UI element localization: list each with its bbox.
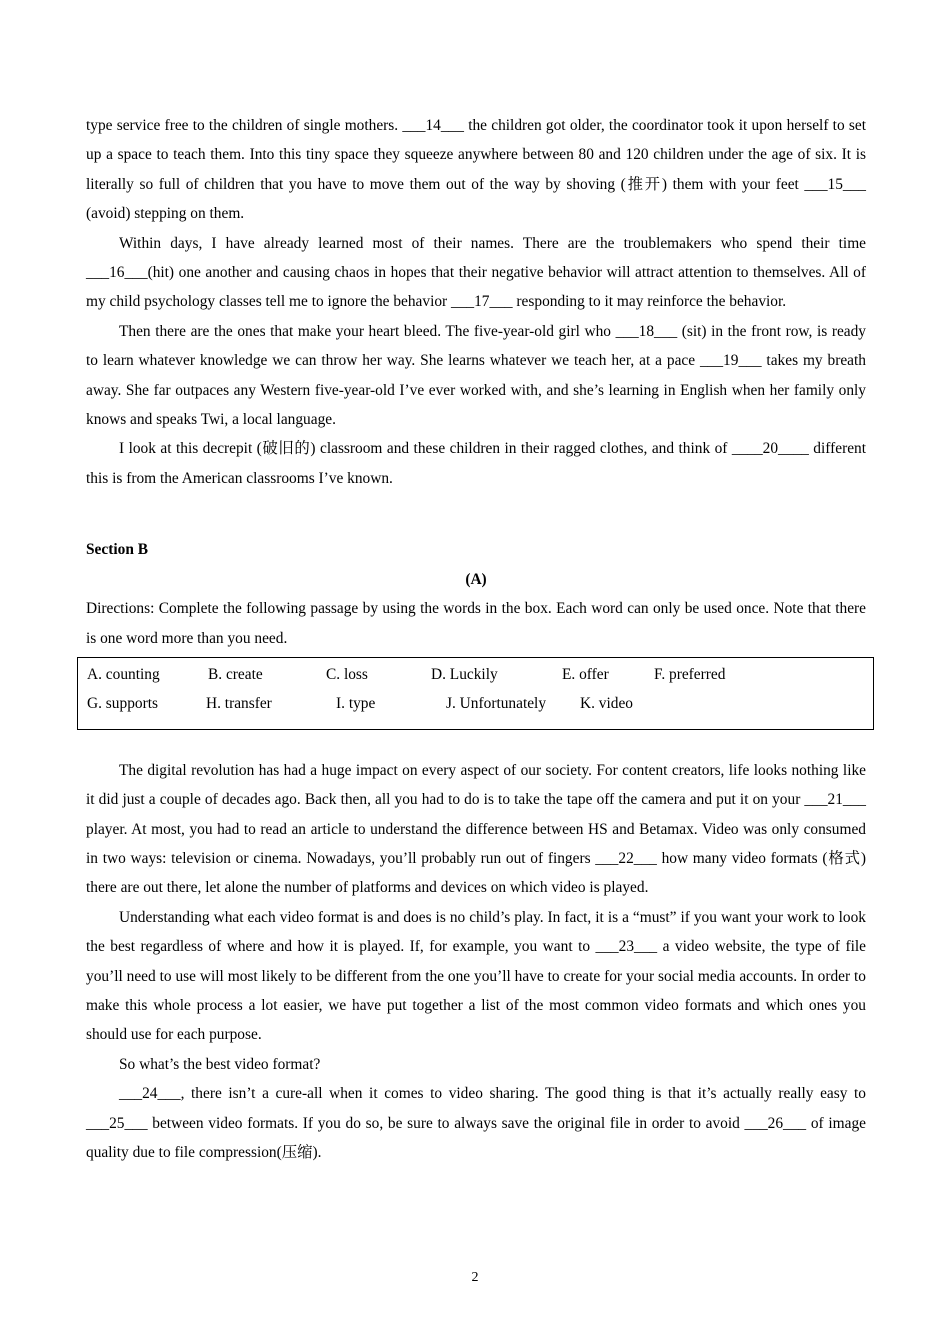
word-option: C. loss [326, 665, 368, 683]
passage-paragraph: type service free to the children of single mothers. ___14___ the children got older, the coordinator took it upon herself to set up a space to teach them. Into this tiny space they squeeze anywhere between 80 and 120 children under the age of six. It is literally so full of children that you have to move them out of the way by shoving (推开) them with your feet ___15___ (avoid) stepping on them. [86, 117, 866, 223]
passage-paragraph: I look at this decrepit (破旧的) classroom and these children in their ragged clothes, and think of ____20____ different this is from the American classrooms I’ve known. [86, 440, 866, 487]
page-number: 2 [471, 1270, 479, 1285]
page-content [86, 111, 866, 1167]
passage-paragraph: So what’s the best video format? [119, 1055, 321, 1073]
word-box-row [87, 660, 873, 689]
word-box-row [87, 689, 873, 718]
word-box [77, 657, 874, 730]
word-option: A. counting [87, 665, 160, 683]
part-label: (A) [465, 570, 487, 588]
word-option: B. create [208, 665, 263, 683]
passage-paragraph: Within days, I have already learned most of their names. There are the troublemakers who spend their time ___16___(hit) one another and causing chaos in hopes that their negative behavior will attract attention to themselves. All of my child psychology classes tell me to ignore the behavior ___17___ responding to it may reinforce the behavior. [86, 234, 866, 311]
word-option: H. transfer [206, 695, 272, 713]
passage-paragraph: The digital revolution has had a huge impact on every aspect of our society. For content creators, life looks nothing like it did just a couple of decades ago. Back then, all you had to do is to take the tape off the camera and put it on your ___21___ player. At most, you had to read an article to understand the difference between HS and Betamax. Video was only consumed in two ways: television or cinema. Nowadays, you’ll probably run out of fingers ___22___ how many video formats (格式) there are out there, let alone the number of platforms and devices on which video is played. [86, 761, 866, 897]
word-option: E. offer [562, 665, 609, 683]
word-option: K. video [580, 695, 634, 713]
word-option: D. Luckily [431, 665, 498, 683]
passage-paragraph: Understanding what each video format is and does is no child’s play. In fact, it is a “must” if you want your work to look the best regardless of where and how it is played. If, for example, you want to ___23___ a video website, the type of file you’ll need to use will most likely to be different from the one you’ll have to create for your social media accounts. In order to make this whole process a lot easier, we have put together a list of the most common video formats and which ones you should use for each purpose. [86, 908, 866, 1044]
passage-paragraph: ___24___, there isn’t a cure-all when it comes to video sharing. The good thing is that it’s actually really easy to ___25___ between video formats. If you do so, be sure to always save the original file in order to avoid ___26___ of image quality due to file compression(压缩). [86, 1085, 866, 1161]
word-option: J. Unfortunately [446, 695, 547, 713]
passage-paragraph: Then there are the ones that make your heart bleed. The five-year-old girl who ___18___ (sit) in the front row, is ready to learn whatever knowledge we can throw her way. She learns whatever we teach her, at a pace ___19___ takes my breath away. She far outpaces any Western five-year-old I’ve ever worked with, and she’s learning in English when her family only knows and speaks Twi, a local language. [86, 322, 866, 429]
word-option: G. supports [87, 695, 158, 713]
word-option: I. type [336, 695, 376, 713]
word-option: F. preferred [654, 665, 726, 683]
section-title: Section B [86, 541, 148, 559]
directions: Directions: Complete the following passage by using the words in the box. Each word can only be used once. Note that there is one word more than you need. [86, 600, 866, 647]
